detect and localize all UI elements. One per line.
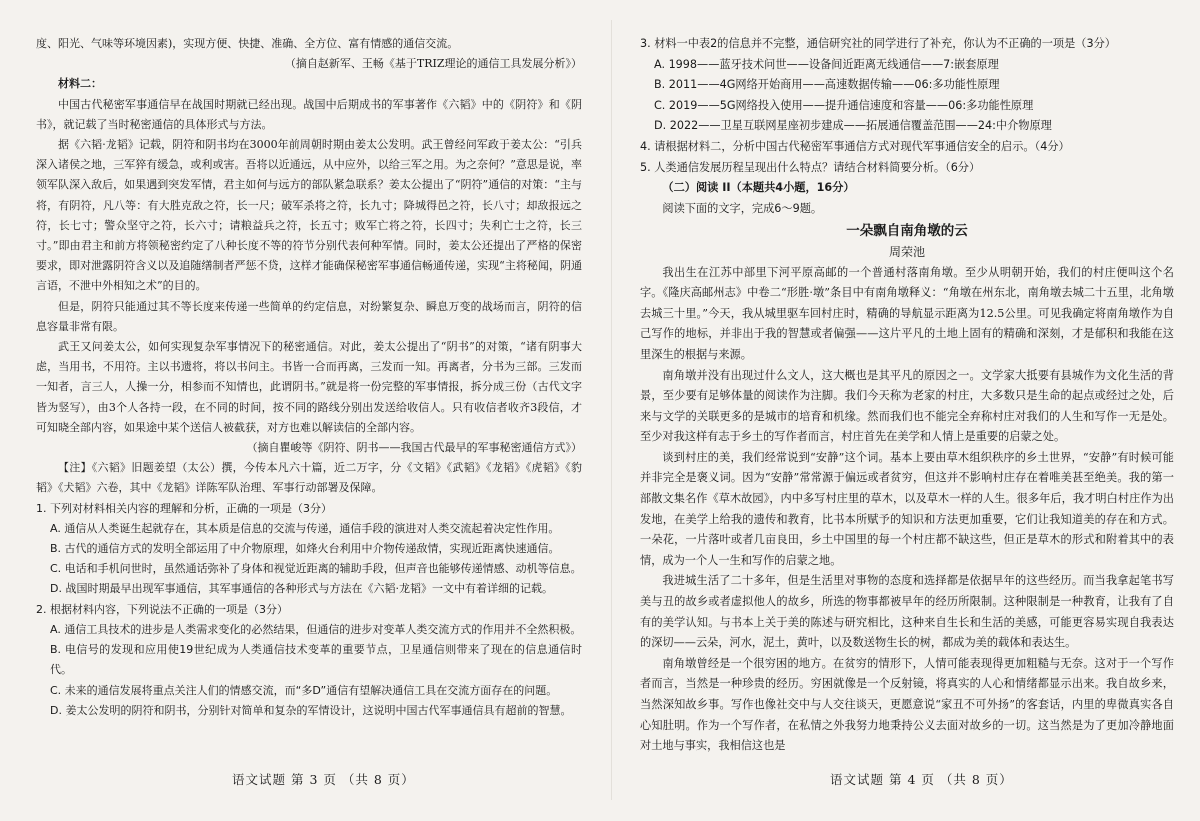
- option: D. 2022——卫星互联网星座初步建成——拓展通信覆盖范围——24:中介物原理: [654, 119, 1052, 133]
- paragraph: 但是，阴符只能通过其不等长度来传递一些简单的约定信息，对纷繁复杂、瞬息万变的战场而言，阴符的信息容量非常有限。: [36, 299, 582, 333]
- paragraph: 中国古代秘密军事通信早在战国时期就已经出现。战国中后期成书的军事著作《六韬》中的《阴符》和《阴书》，就记载了当时秘密通信的具体形式与方法。: [36, 97, 582, 131]
- paragraph: 我出生在江苏中部里下河平原高邮的一个普通村落南角墩。至少从明朝开始，我们的村庄便叫这个名字。《隆庆高邮州志》中卷二“形胜·墩”条目中有南角墩释义：“角墩在州东北，南角墩去城二十五里，北角墩去城三十里。”今天，我从城里驱车回村庄时，精确的导航显示距离为12.5公里。可见我确定将南角墩作为自己写作的地标，并非出于我的智慧或者偏强——这片平凡的土地上固有的精确和深刻，才是郁积和我能在这里深生的根据与来源。: [640, 265, 1174, 361]
- right-page: [640, 34, 1174, 757]
- question-1: 1. 下列对材料相关内容的理解和分析，正确的一项是（3分）: [36, 501, 332, 515]
- section-heading: （二）阅读 II（本题共4小题，16分）: [662, 181, 855, 195]
- paragraph: 据《六韬·龙韬》记载，阴符和阴书均在3000年前周朝时期由姜太公发明。武王曾经问军政于姜太公：“引兵深入诸侯之地，三军猝有缓急，或利或害。吾将以近通远，从中应外，以给三军之用。为之奈何？”意思是说，率领军队深入敌后，如果遇到突发军情，君主如何与远方的部队紧急联系？姜太公提出了“阴符”通信的对策：“主与将，有阴符，凡八等：有大胜克敌之符，长一尺；破军杀将之符，长九寸；降城得邑之符，长八寸；却敌报远之符，长七寸；警众坚守之符，长六寸；请粮益兵之符，长五寸；败军亡将之符，长四寸；失利亡士之符，长三寸。”即由君主和前方将领秘密约定了八种长度不等的符节分别代表何种军情。同时，姜太公还提出了严格的保密要求，即对泄露阴符含义以及追随缮制者严惩不贷，这样才能确保秘密军事通信畅通传递，实现“主将秘闻，阴通言语，不泄中外相知之术”的目的。: [36, 138, 582, 293]
- question-4: 4. 请根据材料二，分析中国古代秘密军事通信方式对现代军事通信安全的启示。（4分）: [640, 139, 1070, 153]
- paragraph: 南角墩并没有出现过什么文人，这大概也是其平凡的原因之一。文学家大抵要有县城作为文化生活的背景，至少要有足够体量的阅读作为注脚。我们今天称为老家的村庄，大多数只是生命的起点或经过之处，后来与文学的关联更多的是城市的培育和机缘。然而我们也不能完全弃称村庄对我们的人生和写作一无是处。至少对我这样有志于乡土的写作者而言，村庄首先在美学和人情上是重要的启蒙之处。: [640, 368, 1174, 444]
- option: B. 2011——4G网络开始商用——高速数据传输——06:多功能性原理: [654, 78, 1000, 92]
- option: A. 通信从人类诞生起就存在，其本质是信息的交流与传递，通信手段的演进对人类交流起着决定性作用。: [50, 521, 560, 535]
- note: 【注】《六韬》旧题姜望（太公）撰，今传本凡六十篇，近二万字，分《文韬》《武韬》《龙韬》《虎韬》《豹韬》《犬韬》六卷，其中《龙韬》详陈军队治理、军事行动部署及保障。: [36, 461, 582, 495]
- text-line: 度、阳光、气味等环境因素)，实现方便、快捷、准确、全方位、富有情感的通信交流。: [36, 37, 459, 50]
- paragraph: 我进城生活了二十多年，但是生活里对事物的态度和选择都是依据早年的这些经历。而当我拿起笔书写美与丑的故乡或者虚拟他人的故乡，所选的物事都被早年的经历所限制。这种限制是一种教育，让我有了自有的美学认知。与书本上关于美的陈述与研究相比，这种来自生长和生活的美感，可能更容易实现自我表达的深切——云朵，河水，泥土，黄叶，以及数送物生长的树，都成为美的载体和表达生。: [640, 574, 1174, 650]
- paragraph: 谈到村庄的美，我们经常说到“安静”这个词。基本上要由草木组织秩序的乡土世界，“安静”有时候可能并非完全是褒义词。因为“安静”常常源于偏远或者贫穷，但这并不影响村庄存在着唯美甚至绝美。我的第一部散文集名作《草木故园》，内中多写村庄里的草木，以及草木一样的人生。很多年后，我才明白村庄作为出发地，在美学上给我的遗传和教育，比书本所赋予的知识和方法更加重要，它们让我知道美的存在和方式。一朵花，一片落叶或者几亩良田，乡土中国里的每一个村庄都不缺这些，但正是草木的形式和附着其中的表情，成为一个人一生和写作的启蒙之地。: [640, 450, 1174, 567]
- article-title: 一朵飘自南角墩的云: [846, 223, 968, 240]
- page-divider: [611, 20, 612, 800]
- article-author: 周荣池: [888, 244, 925, 259]
- paragraph: 南角墩曾经是一个很穷困的地方。在贫穷的情形下，人情可能表现得更加粗糙与无奈。这对于一个写作者而言，当然是一种珍贵的经历。穷困就像是一个反射镜，将真实的人心和情绪都显示出来。我自故乡来，当然深知故乡事。写作也像社交中与人交往谈天，更愿意说“家丑不可外扬”的客套话，内里的卑微真实各自心知肚明。作为一个写作者，在私情之外我努力地秉持公义去面对故乡的一切。这当然是为了更加冷静地面对土地与事实，我相信这也是: [640, 656, 1174, 753]
- option: A. 通信工具技术的进步是人类需求变化的必然结果，但通信的进步对变革人类交流方式的作用并不全然积极。: [50, 622, 582, 636]
- source-citation: （摘自赵新军、王畅《基于TRIZ理论的通信工具发展分析》）: [284, 57, 582, 71]
- question-2: 2. 根据材料内容，下列说法不正确的一项是（3分）: [36, 602, 288, 616]
- option: D. 战国时期最早出现军事通信，其军事通信的各种形式与方法在《六韬·龙韬》一文中有着详细的记载。: [50, 582, 553, 596]
- option: A. 1998——蓝牙技术问世——设备间近距离无线通信——7:嵌套原理: [654, 57, 999, 71]
- instruction: 阅读下面的文字，完成6～9题。: [662, 201, 823, 215]
- option: D. 姜太公发明的阴符和阴书，分别针对简单和复杂的军情设计，这说明中国古代军事通信具有超前的智慧。: [50, 703, 572, 717]
- option: B. 电信号的发现和应用使19世纪成为人类通信技术变革的重要节点，卫星通信则带来了现在的信息通信时代。: [50, 643, 582, 677]
- page-footer-right: 语文试题 第 4 页 （共 8 页）: [830, 772, 1013, 787]
- option: C. 电话和手机问世时，虽然通话弥补了身体和视觉近距离的辅助手段，但声音也能够传递情感、动机等信息。: [50, 562, 582, 576]
- section-heading: 材料二：: [58, 77, 102, 91]
- question-3: 3. 材料一中表2的信息并不完整，通信研究社的同学进行了补充，你认为不正确的一项是（3分）: [640, 37, 1116, 50]
- option: C. 未来的通信发展将重点关注人们的情感交流，而“多D”通信有望解决通信工具在交流方面存在的问题。: [50, 683, 558, 697]
- option: B. 古代的通信方式的发明全部运用了中介物原理，如烽火台利用中介物传递敌情，实现近距离快速通信。: [50, 542, 560, 556]
- left-page: [36, 34, 582, 721]
- question-5: 5. 人类通信发展历程呈现出什么特点？请结合材料简要分析。（6分）: [640, 160, 981, 174]
- source-citation: （摘自瞿峻等《阴符、阴书——我国古代最早的军事秘密通信方式》）: [246, 441, 582, 455]
- paragraph: 武王又问姜太公，如何实现复杂军事情况下的秘密通信。对此，姜太公提出了“阴书”的对策，“诸有阴事大虑，当用书，不用符。主以书遗将，将以书问主。书皆一合而再离，三发而一知。再离者，分书为三部。三发而一知者，言三人，人操一分，相参而不知情也，此谓阴书。”就是将一份完整的军事情报，拆分成三份（古代文字皆为竖写），由3个人各持一段，在不同的时间，按不同的路线分别出发送给收信人。只有收信者收齐3段信，才可知晓全部内容，如果途中某个送信人被截获，对方也难以解读信的全部内容。: [36, 340, 582, 434]
- page-footer-left: 语文试题 第 3 页 （共 8 页）: [232, 772, 415, 787]
- option: C. 2019——5G网络投入使用——提升通信速度和容量——06:多功能性原理: [654, 98, 1034, 112]
